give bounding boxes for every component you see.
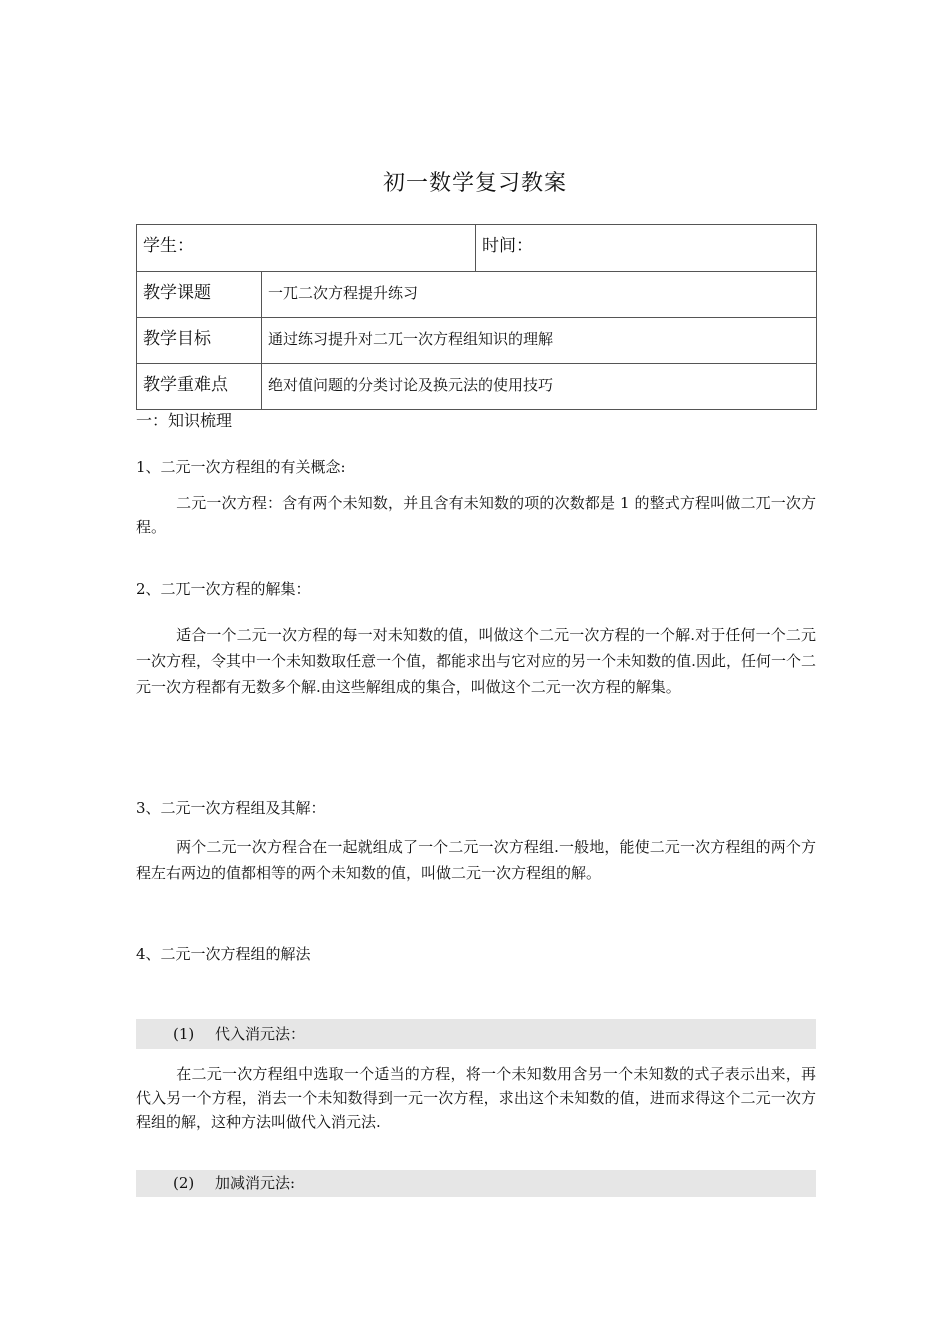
- page-title: 初一数学复习教案: [382, 171, 567, 196]
- section-heading: 一：知识梳理: [136, 411, 233, 430]
- student-label: 学生：: [143, 236, 194, 256]
- method-2-band: [136, 1170, 816, 1197]
- time-cell: [476, 225, 817, 272]
- difficulty-label: 教学重难点: [137, 364, 262, 410]
- method-1-text: 在二元一次方程组中选取一个适当的方程，将一个未知数用含另一个未知数的式子表示出来，再代入另一个方程，消去一个未知数得到一元一次方程，求出这个未知数的值，进而求得这个二元一次方程组的解，这种方法叫做代入消元法.: [136, 1065, 816, 1131]
- item-3-text: 两个二元一次方程合在一起就组成了一个二元一次方程组.一般地，能使二元一次方程组的两个方程左右两边的值都相等的两个未知数的值，叫做二元一次方程组的解。: [136, 838, 816, 882]
- item-3-heading: 3、二元一次方程组及其解：: [136, 799, 326, 817]
- difficulty-value: 绝对值问题的分类讨论及换元法的使用技巧: [262, 364, 817, 410]
- method-2-name: 加减消元法:: [215, 1174, 296, 1192]
- time-label: 时间：: [482, 236, 533, 256]
- item-4-heading: 4、二元一次方程组的解法: [136, 945, 311, 963]
- method-1-name: 代入消元法：: [215, 1025, 306, 1043]
- goal-value: 通过练习提升对二兀一次方程组知识的理解: [262, 318, 817, 364]
- goal-label: 教学目标: [137, 318, 262, 364]
- item-2-heading: 2、二兀一次方程的解集：: [136, 580, 311, 598]
- student-cell: [137, 225, 476, 272]
- method-1-band: [136, 1019, 816, 1049]
- item-2-text: 适合一个二元一次方程的每一对未知数的值，叫做这个二元一次方程的一个解.对于任何一个二元一次方程，令其中一个未知数取任意一个值，都能求出与它对应的另一个未知数的值.因此，任何一个二元一次方程都有无数多个解.由这些解组成的集合，叫做这个二元一次方程的解集。: [136, 626, 816, 696]
- topic-label: 教学课题: [137, 272, 262, 318]
- item-1-text: 二元一次方程：含有两个未知数，并且含有未知数的项的次数都是 1 的整式方程叫做二兀一次方程。: [136, 494, 816, 536]
- topic-value: 一兀二次方程提升练习: [262, 272, 817, 318]
- item-1-heading: 1、二元一次方程组的有关概念:: [136, 458, 346, 476]
- lesson-info-table: [136, 224, 817, 410]
- method-2-number: (2): [173, 1174, 195, 1192]
- method-1-number: (1): [173, 1025, 195, 1043]
